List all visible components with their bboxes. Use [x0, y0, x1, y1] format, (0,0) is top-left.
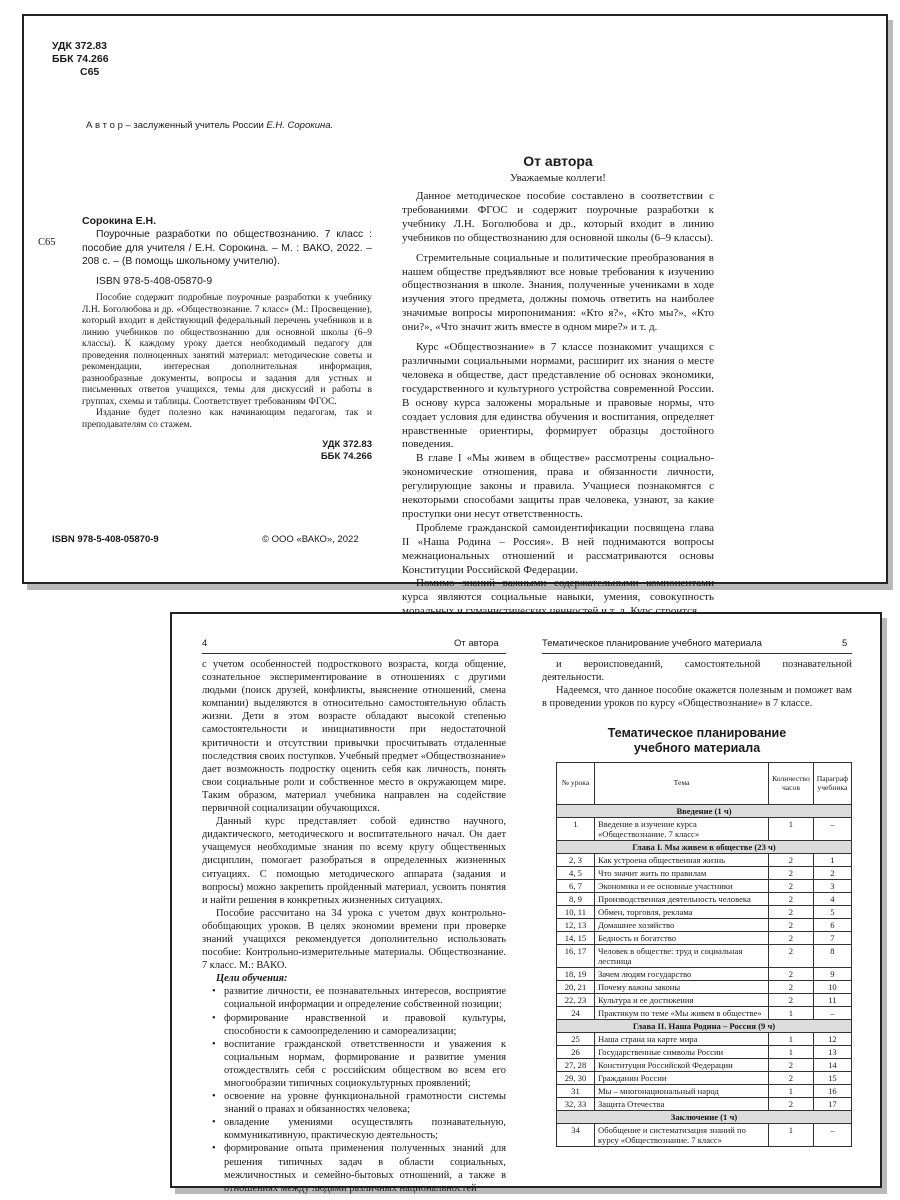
lesson-topic: Мы – многонациональный народ: [595, 1085, 769, 1098]
imprint-and-preface-spread: [22, 14, 888, 604]
planning-table-wrap: [556, 762, 852, 1147]
table-row: [557, 906, 852, 919]
lesson-hours: 1: [769, 1046, 814, 1059]
author-code: С65: [80, 66, 100, 78]
preface-paragraph: Данное методическое пособие составлено в соответствии с требованиями ФГОС и содержит поурочные разработки к учебнику Л.Н. Боголюбова и др., который входит в линию учебников по обществознанию для основной школы (6–9 классы).: [402, 190, 714, 244]
copyright: © ООО «ВАКО», 2022: [262, 534, 359, 545]
lesson-topic: Зачем людям государство: [595, 968, 769, 981]
lesson-number: 16, 17: [557, 945, 595, 968]
lesson-topic: Культура и ее достижения: [595, 994, 769, 1007]
lesson-topic: Бедность и богатство: [595, 932, 769, 945]
lesson-number: 27, 28: [557, 1059, 595, 1072]
page-4: [172, 614, 526, 1194]
author-line: А в т о р – заслуженный учитель России Е.Н. Сорокина.: [86, 120, 334, 131]
preface-paragraph: Помимо знаний важными содержательными компонентами курса являются социальные навыки, умения, совокупность: [402, 577, 714, 604]
table-row: [557, 919, 852, 932]
goal-item: • формирование нравственной и правовой культуры, способности к самоопределению и самореализации;: [224, 1012, 506, 1038]
lesson-topic: Домашнее хозяйство: [595, 919, 769, 932]
bbk-value: 74.266: [76, 53, 109, 65]
table-section-row: [557, 1020, 852, 1033]
table-row: [557, 1124, 852, 1147]
lesson-number: 25: [557, 1033, 595, 1046]
lesson-paragraph: 8: [813, 945, 851, 968]
lesson-paragraph: 2: [813, 867, 851, 880]
preface-page: [402, 16, 882, 604]
lesson-topic: Обобщение и систематизация знаний по курсу «Обществознание. 7 класс»: [595, 1124, 769, 1147]
lesson-hours: 1: [769, 1124, 814, 1147]
goal-item: • формирование опыта применения полученных знаний для решения типичных задач в области социальных, межличностных и семейно-бытовых отношений, а также в отношениях между людьми различных национальностей: [224, 1142, 506, 1194]
lesson-paragraph: –: [813, 818, 851, 841]
page-5-text: [542, 658, 852, 756]
lesson-paragraph: 6: [813, 919, 851, 932]
body-paragraph: Пособие рассчитано на 34 урока с учетом двух контрольно-обобщающих уроков. В целях экономии времени при проверке знаний учащихся рекомендуется дополнительно использовать пособие: Контрольно-измерительные материалы. Обществознание. 7 класс. М.: ВАКО.: [202, 907, 506, 972]
lesson-paragraph: 11: [813, 994, 851, 1007]
table-row: [557, 1033, 852, 1046]
preface-paragraph: В главе I «Мы живем в обществе» рассмотрены социально-экономические отношения, права и обязанности личности, регулирующие законы и правила. Учащиеся познакомятся с некоторыми способами защиты прав человека, узнают, за какие проступки они несут ответственность.: [402, 452, 714, 520]
lesson-paragraph: 1: [813, 854, 851, 867]
page-number: 5: [842, 638, 848, 649]
table-row: [557, 945, 852, 968]
lesson-number: 34: [557, 1124, 595, 1147]
table-title: Тематическое планирование учебного материала: [607, 726, 787, 756]
table-row: [557, 981, 852, 994]
preface-paragraph: Стремительные социальные и политические преобразования в нашем обществе предъявляют все новые требования к изучению обществознания в школе. Знания, полученные учениками в ходе изучения этого предмета, должны помочь ответить на наиболее значимые вопросы миропонимания: «Кто я?», «Кто мы?», «Кто они?», «Что значит жить вместе в одном мире?» и т. д.: [402, 251, 714, 334]
lesson-hours: 1: [769, 1033, 814, 1046]
table-row: [557, 1007, 852, 1020]
lesson-topic: Экономика и ее основные участники: [595, 880, 769, 893]
udk-value: 372.83: [74, 40, 107, 52]
lesson-number: 26: [557, 1046, 595, 1059]
lesson-hours: 2: [769, 919, 814, 932]
page-4-text: [202, 658, 506, 1195]
lesson-paragraph: –: [813, 1124, 851, 1147]
lesson-topic: Введение в изучение курса «Обществознание. 7 класс»: [595, 818, 769, 841]
lesson-hours: 1: [769, 1007, 814, 1020]
lesson-hours: 2: [769, 893, 814, 906]
classification-codes: [52, 40, 109, 79]
lesson-topic: Производственная деятельность человека: [595, 893, 769, 906]
lesson-topic: Обмен, торговля, реклама: [595, 906, 769, 919]
lesson-paragraph: 12: [813, 1033, 851, 1046]
udk-label: УДК: [52, 40, 72, 52]
table-header-row: [557, 763, 852, 805]
body-paragraph: с учетом особенностей подросткового возраста, когда общение, сознательное экспериментирование в отношениях с другими людьми (поиск друзей, конфликты, выяснение отношений, смена компании) выделяются в относительно самостоятельную область жизни. Дети в этом возрасте обладают высокой степенью самостоятельности и инициативности при недостаточной критичности и отсутствии привычки просчитывать отдаленные последствия своих поступков. Учебный предмет «Обществознание» дает возможность подростку оценить себя как личность, понять свои социальные роли и собственное место в окружающем мире. Таким образом, материал учебника направлен на содействие первичной социализации обучающихся.: [202, 659, 506, 815]
lesson-hours: 2: [769, 854, 814, 867]
lesson-number: 20, 21: [557, 981, 595, 994]
side-author-code: С65: [38, 237, 56, 248]
table-row: [557, 1072, 852, 1085]
pages-4-5-spread: [170, 612, 882, 1194]
preface-salutation: Уважаемые коллеги!: [510, 172, 606, 184]
preface-heading: От автора: [523, 153, 593, 169]
table-row: [557, 1046, 852, 1059]
lesson-topic: Конституция Российской Федерации: [595, 1059, 769, 1072]
section-title: Глава I. Мы живем в обществе (23 ч): [557, 841, 852, 854]
table-section-row: [557, 1111, 852, 1124]
lesson-hours: 2: [769, 932, 814, 945]
lesson-number: 22, 23: [557, 994, 595, 1007]
udk-bottom: УДК 372.83: [322, 439, 372, 451]
lesson-paragraph: 5: [813, 906, 851, 919]
lesson-topic: Государственные символы России: [595, 1046, 769, 1059]
lesson-paragraph: –: [813, 1007, 851, 1020]
isbn-line: ISBN 978-5-408-05870-9: [96, 275, 213, 287]
section-title: Введение (1 ч): [557, 805, 852, 818]
lesson-number: 32, 33: [557, 1098, 595, 1111]
lesson-paragraph: 14: [813, 1059, 851, 1072]
table-row: [557, 932, 852, 945]
goal-item: • освоение на уровне функциональной грамотности системы знаний о правах и обязанностях человека;: [224, 1090, 506, 1116]
lesson-number: 18, 19: [557, 968, 595, 981]
lesson-hours: 1: [769, 818, 814, 841]
lesson-number: 24: [557, 1007, 595, 1020]
body-paragraph: Данный курс представляет собой единство научного, дидактического, методического и воспитательного начал. Он дает учащемуся необходимые знания по всему кругу общественных дисциплин, помогает разобраться в определенных жизненных ситуациях. С помощью методического аппарата (задания и вопросы) можно закрепить пройденный материал, усвоить понятия и найти решения в конкретных жизненных ситуациях.: [202, 816, 506, 906]
lesson-paragraph: 3: [813, 880, 851, 893]
annotation-audience: Издание будет полезно как начинающим педагогам, так и преподавателям со стажем.: [82, 408, 372, 430]
lesson-hours: 2: [769, 867, 814, 880]
lesson-hours: 2: [769, 906, 814, 919]
bbk-bottom: ББК 74.266: [320, 451, 372, 463]
table-row: [557, 854, 852, 867]
lesson-number: 14, 15: [557, 932, 595, 945]
lesson-number: 31: [557, 1085, 595, 1098]
bottom-codes: [82, 439, 372, 463]
lesson-number: 29, 30: [557, 1072, 595, 1085]
page-5: [526, 614, 880, 1186]
table-row: [557, 1059, 852, 1072]
goals-list: [202, 985, 506, 1195]
planning-table: [556, 762, 852, 1147]
lesson-paragraph: 9: [813, 968, 851, 981]
lesson-paragraph: 16: [813, 1085, 851, 1098]
lesson-topic: Что значит жить по правилам: [595, 867, 769, 880]
lesson-paragraph: 17: [813, 1098, 851, 1111]
lesson-hours: 2: [769, 880, 814, 893]
lesson-hours: 2: [769, 945, 814, 968]
lesson-number: 6, 7: [557, 880, 595, 893]
lesson-paragraph: 4: [813, 893, 851, 906]
lesson-topic: Почему важны законы: [595, 981, 769, 994]
table-row: [557, 893, 852, 906]
table-row: [557, 1085, 852, 1098]
bib-entry: Поурочные разработки по обществознанию. 7 класс : пособие для учителя / Е.Н. Сорокина. – М. : ВАКО, 2022. – 208 с. – (В помощь школьному учителю).: [82, 229, 372, 268]
lesson-topic: Практикум по теме «Мы живем в обществе»: [595, 1007, 769, 1020]
goals-heading: Цели обучения:: [216, 973, 288, 985]
header-rule: [542, 653, 852, 654]
col-header-topic: Тема: [595, 763, 769, 805]
preface-paragraph: Проблеме гражданской самоидентификации посвящена глава II «Наша Родина – Россия». В ней поднимаются вопросы межнациональных отношений и рассматриваются основы Конституции Российской Федерации.: [402, 521, 714, 576]
lesson-hours: 2: [769, 1098, 814, 1111]
table-row: [557, 1098, 852, 1111]
goal-item: • развитие личности, ее познавательных интересов, восприятие социальной информации и определение собственной позиции;: [224, 985, 506, 1011]
lesson-topic: Человек в обществе: труд и социальная лестница: [595, 945, 769, 968]
imprint-page: [24, 16, 444, 582]
bbk-label: ББК: [52, 53, 74, 65]
preface-column: [402, 152, 714, 619]
table-row: [557, 867, 852, 880]
lesson-number: 2, 3: [557, 854, 595, 867]
table-row: [557, 968, 852, 981]
lesson-paragraph: 7: [813, 932, 851, 945]
lesson-number: 4, 5: [557, 867, 595, 880]
table-section-row: [557, 805, 852, 818]
lesson-topic: Гражданин России: [595, 1072, 769, 1085]
table-body: [557, 805, 852, 1147]
table-row: [557, 994, 852, 1007]
section-title: Глава II. Наша Родина – Россия (9 ч): [557, 1020, 852, 1033]
table-row: [557, 818, 852, 841]
lesson-hours: 1: [769, 1085, 814, 1098]
lesson-hours: 2: [769, 994, 814, 1007]
page-number: 4: [202, 638, 208, 649]
lesson-number: 1: [557, 818, 595, 841]
body-paragraph: Надеемся, что данное пособие окажется полезным и поможет вам в проведении уроков по курсу «Обществознание» в 7 классе.: [542, 685, 852, 710]
goal-item: • овладение умениями осуществлять познавательную, коммуникативную, практическую деятельность;: [224, 1116, 506, 1142]
lesson-number: 10, 11: [557, 906, 595, 919]
annotation: Пособие содержит подробные поурочные разработки к учебнику Л.Н. Боголюбова и др. «Обществознание. 7 класс» (М.: Просвещение), который входит в действующий федеральный перечень учебников и в линию учебников по обществознанию для основной школы (6–9 классы). К каждому уроку дается необходимый педагогу для проведения полноценных занятий материал: методические советы и рекомендации, интересная дополнительная информация, разнообразные документы, вопросы и задания для устных и письменных ответов учащихся, темы для дискуссий и работы в группах, схемы и таблицы. Соответствует требованиям ФГОС.: [82, 293, 372, 407]
lesson-paragraph: 10: [813, 981, 851, 994]
lesson-hours: 2: [769, 968, 814, 981]
col-header-lesson: № урока: [557, 763, 595, 805]
lesson-number: 12, 13: [557, 919, 595, 932]
table-row: [557, 880, 852, 893]
lesson-paragraph: 13: [813, 1046, 851, 1059]
lesson-topic: Как устроена общественная жизнь: [595, 854, 769, 867]
lesson-paragraph: 15: [813, 1072, 851, 1085]
section-title: Заключение (1 ч): [557, 1111, 852, 1124]
lesson-number: 8, 9: [557, 893, 595, 906]
body-paragraph: и вероисповеданий, самостоятельной познавательной деятельности.: [542, 659, 852, 684]
col-header-hours: Количество часов: [769, 763, 814, 805]
lesson-hours: 2: [769, 1059, 814, 1072]
preface-paragraph: Курс «Обществознание» в 7 классе познакомит учащихся с различными социальными нормами, расширит их знания о месте человека в обществе, даст представление об основах экономики, государственного и культурного устройства современной России. В основу курса заложены моральные и правовые нормы, что создает условия для единства обучения и воспитания, определяет нравственные ориентиры, формирует образцы достойного поведения.: [402, 341, 714, 451]
running-head: Тематическое планирование учебного материала: [542, 638, 762, 649]
bibliographic-record: [82, 214, 372, 463]
running-head: От автора: [454, 638, 499, 649]
isbn-footer: ISBN 978-5-408-05870-9: [52, 534, 159, 545]
lesson-topic: Защита Отечества: [595, 1098, 769, 1111]
lesson-topic: Наша страна на карте мира: [595, 1033, 769, 1046]
lesson-hours: 2: [769, 981, 814, 994]
lesson-hours: 2: [769, 1072, 814, 1085]
goal-item: • воспитание гражданской ответственности и уважения к социальным нормам, формирование и развитие умения отождествлять себя с российским обществом во всем его многообразии типичных социокультурных проявлений;: [224, 1038, 506, 1090]
author-name: Сорокина Е.Н.: [82, 215, 157, 227]
header-rule: [202, 653, 506, 654]
col-header-paragraph: Параграф учебника: [813, 763, 851, 805]
table-section-row: [557, 841, 852, 854]
